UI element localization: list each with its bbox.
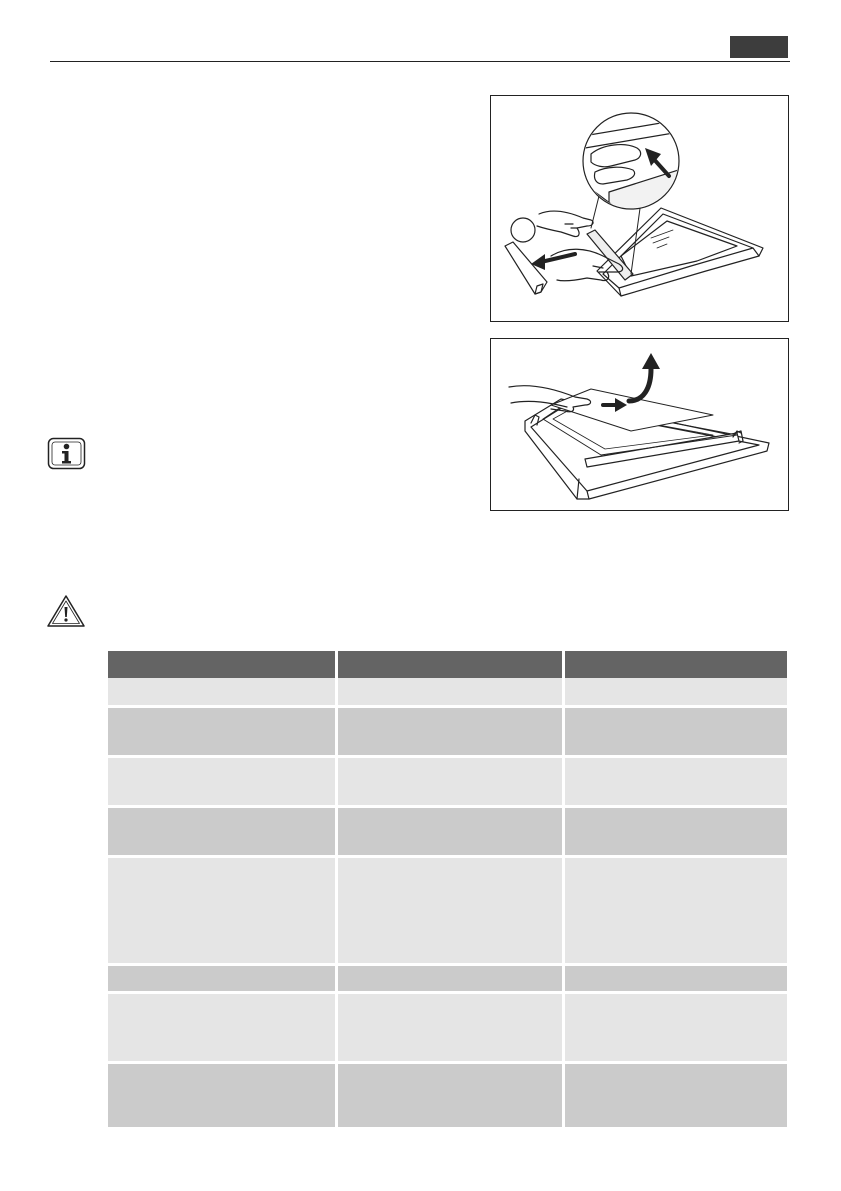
- table-row: [108, 705, 787, 755]
- table-cell: [108, 963, 335, 991]
- table-row: [108, 805, 787, 855]
- table-cell: [108, 805, 335, 855]
- table-cell: [335, 755, 562, 805]
- table-cell: [562, 678, 787, 705]
- table-cell: [335, 963, 562, 991]
- table-cell: [562, 705, 787, 755]
- column-header: [335, 651, 562, 678]
- table-row: [108, 1061, 787, 1127]
- column-header: [108, 651, 335, 678]
- table-row: [108, 755, 787, 805]
- remove-glass-panel-illustration: [490, 338, 789, 511]
- table-cell: [562, 963, 787, 991]
- table-row: [108, 855, 787, 963]
- table-cell: [335, 805, 562, 855]
- warning-triangle-icon: [46, 594, 86, 628]
- remove-door-trim-illustration: [490, 95, 789, 322]
- table-cell: [335, 705, 562, 755]
- table-cell: [335, 1061, 562, 1127]
- table-row: [108, 678, 787, 705]
- table-cell: [108, 678, 335, 705]
- table-cell: [562, 855, 787, 963]
- table-row: [108, 963, 787, 991]
- language-tab: [730, 36, 788, 58]
- table-cell: [562, 991, 787, 1061]
- table-cell: [108, 705, 335, 755]
- table-cell: [562, 755, 787, 805]
- table-cell: [108, 755, 335, 805]
- column-header: [562, 651, 787, 678]
- table-cell: [335, 678, 562, 705]
- table-cell: [108, 855, 335, 963]
- table-cell: [335, 991, 562, 1061]
- table-row: [108, 991, 787, 1061]
- header-rule: [50, 61, 790, 62]
- table-cell: [335, 855, 562, 963]
- table-cell: [562, 1061, 787, 1127]
- table-header-row: [108, 651, 787, 678]
- table-cell: [108, 1061, 335, 1127]
- table-cell: [108, 991, 335, 1061]
- table-cell: [562, 805, 787, 855]
- info-icon: [47, 437, 86, 470]
- troubleshooting-table: [108, 651, 787, 1127]
